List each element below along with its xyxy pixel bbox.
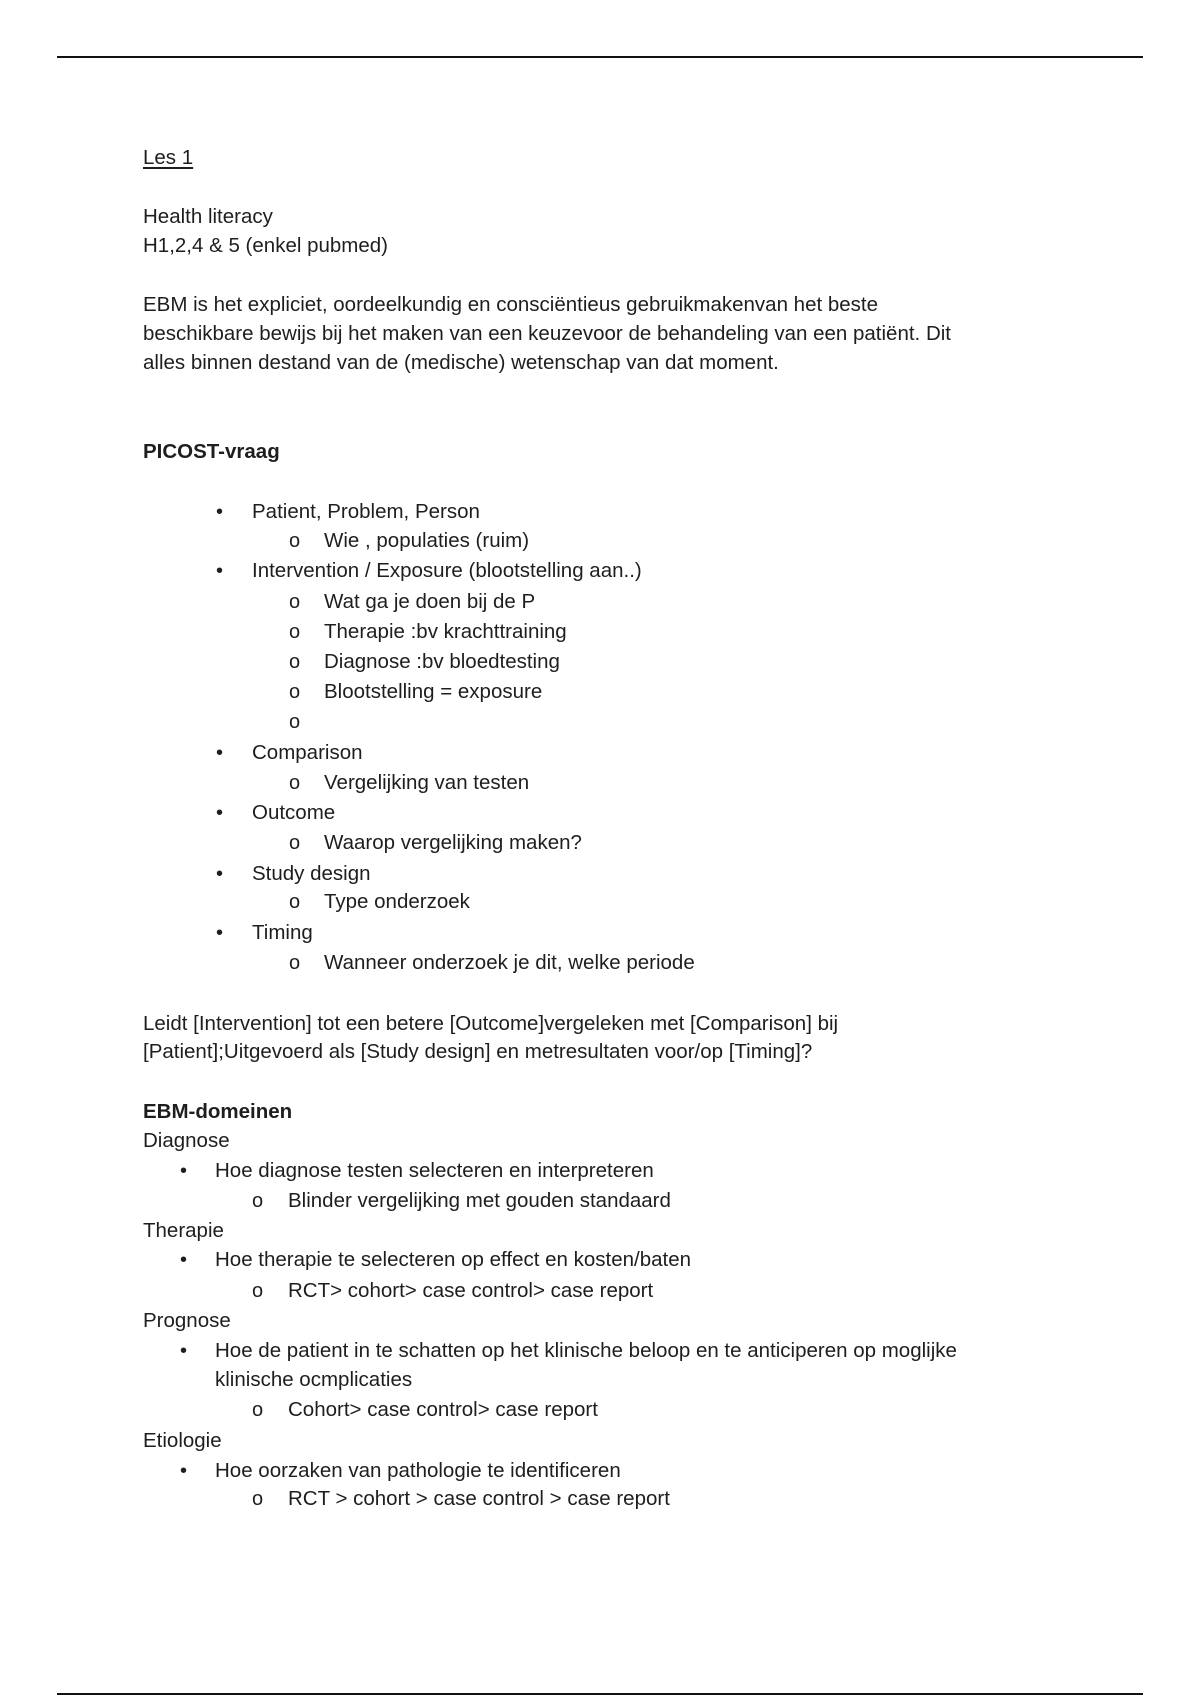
picost-question-line-2: [Patient];Uitgevoerd als [Study design] en metresultaten voor/op [Timing]? xyxy=(143,1040,813,1063)
sub-bullet-icon: o xyxy=(289,681,301,703)
picost-item-outcome: Outcome xyxy=(252,801,336,824)
sub-bullet-icon: o xyxy=(252,1399,264,1421)
bullet-icon: • xyxy=(216,802,224,824)
picost-sub: Type onderzoek xyxy=(324,890,470,913)
picost-sub: Diagnose :bv bloedtesting xyxy=(324,650,560,673)
domain-bullet-cont: klinische ocmplicaties xyxy=(215,1368,413,1391)
picost-sub: Wanneer onderzoek je dit, welke periode xyxy=(324,951,695,974)
sub-bullet-icon: o xyxy=(289,530,301,552)
sub-bullet-icon: o xyxy=(289,621,301,643)
sub-bullet-icon: o xyxy=(289,772,301,794)
bullet-icon: • xyxy=(216,863,224,885)
picost-item-timing: Timing xyxy=(252,921,313,944)
bullet-icon: • xyxy=(216,922,224,944)
sub-bullet-icon: o xyxy=(252,1280,264,1302)
intro-line-2: H1,2,4 & 5 (enkel pubmed) xyxy=(143,234,388,257)
sub-bullet-icon: o xyxy=(252,1488,264,1510)
picost-item-comparison: Comparison xyxy=(252,741,363,764)
domains-title: EBM-domeinen xyxy=(143,1100,293,1123)
bullet-icon: • xyxy=(216,560,224,582)
picost-sub: Wie , populaties (ruim) xyxy=(324,529,530,552)
domain-bullet: Hoe de patient in te schatten op het klinische beloop en te anticiperen op moglijke xyxy=(215,1339,957,1362)
domain-name-therapie: Therapie xyxy=(143,1219,224,1242)
sub-bullet-icon: o xyxy=(289,711,301,733)
sub-bullet-icon: o xyxy=(289,832,301,854)
picost-question-line-1: Leidt [Intervention] tot een betere [Outcome]vergeleken met [Comparison] bij xyxy=(143,1012,839,1035)
picost-sub: Therapie :bv krachttraining xyxy=(324,620,567,643)
definition-line-2: beschikbare bewijs bij het maken van een keuzevoor de behandeling van een patiënt. Dit xyxy=(143,322,951,345)
domain-bullet: Hoe oorzaken van pathologie te identificeren xyxy=(215,1459,621,1482)
definition-line-3: alles binnen destand van de (medische) wetenschap van dat moment. xyxy=(143,351,779,374)
sub-bullet-icon: o xyxy=(289,891,301,913)
sub-bullet-icon: o xyxy=(289,591,301,613)
picost-sub: Waarop vergelijking maken? xyxy=(324,831,582,854)
domain-sub: Cohort> case control> case report xyxy=(288,1398,598,1421)
sub-bullet-icon: o xyxy=(289,651,301,673)
picost-item-patient: Patient, Problem, Person xyxy=(252,500,480,523)
domain-name-diagnose: Diagnose xyxy=(143,1129,230,1152)
bullet-icon: • xyxy=(216,501,224,523)
bullet-icon: • xyxy=(180,1340,188,1362)
domain-sub: RCT > cohort > case control > case report xyxy=(288,1487,670,1510)
bullet-icon: • xyxy=(180,1460,188,1482)
picost-sub: Vergelijking van testen xyxy=(324,771,530,794)
sub-bullet-icon: o xyxy=(289,952,301,974)
picost-item-study-design: Study design xyxy=(252,862,371,885)
picost-item-intervention: Intervention / Exposure (blootstelling aan..) xyxy=(252,559,642,582)
domain-name-etiologie: Etiologie xyxy=(143,1429,222,1452)
definition-line-1: EBM is het expliciet, oordeelkundig en consciëntieus gebruikmakenvan het beste xyxy=(143,293,879,316)
bullet-icon: • xyxy=(180,1249,188,1271)
domain-bullet: Hoe therapie te selecteren op effect en kosten/baten xyxy=(215,1248,692,1271)
picost-sub: Wat ga je doen bij de P xyxy=(324,590,536,613)
bullet-icon: • xyxy=(180,1160,188,1182)
domain-sub: RCT> cohort> case control> case report xyxy=(288,1279,654,1302)
domain-bullet: Hoe diagnose testen selecteren en interpreteren xyxy=(215,1159,654,1182)
domain-sub: Blinder vergelijking met gouden standaard xyxy=(288,1189,671,1212)
intro-line-1: Health literacy xyxy=(143,205,273,228)
bullet-icon: • xyxy=(216,742,224,764)
header-rule xyxy=(57,56,1143,58)
picost-sub: Blootstelling = exposure xyxy=(324,680,543,703)
domain-name-prognose: Prognose xyxy=(143,1309,231,1332)
sub-bullet-icon: o xyxy=(252,1190,264,1212)
page-heading: Les 1 xyxy=(143,146,194,169)
picost-title: PICOST-vraag xyxy=(143,440,280,463)
footer-rule xyxy=(57,1693,1143,1695)
